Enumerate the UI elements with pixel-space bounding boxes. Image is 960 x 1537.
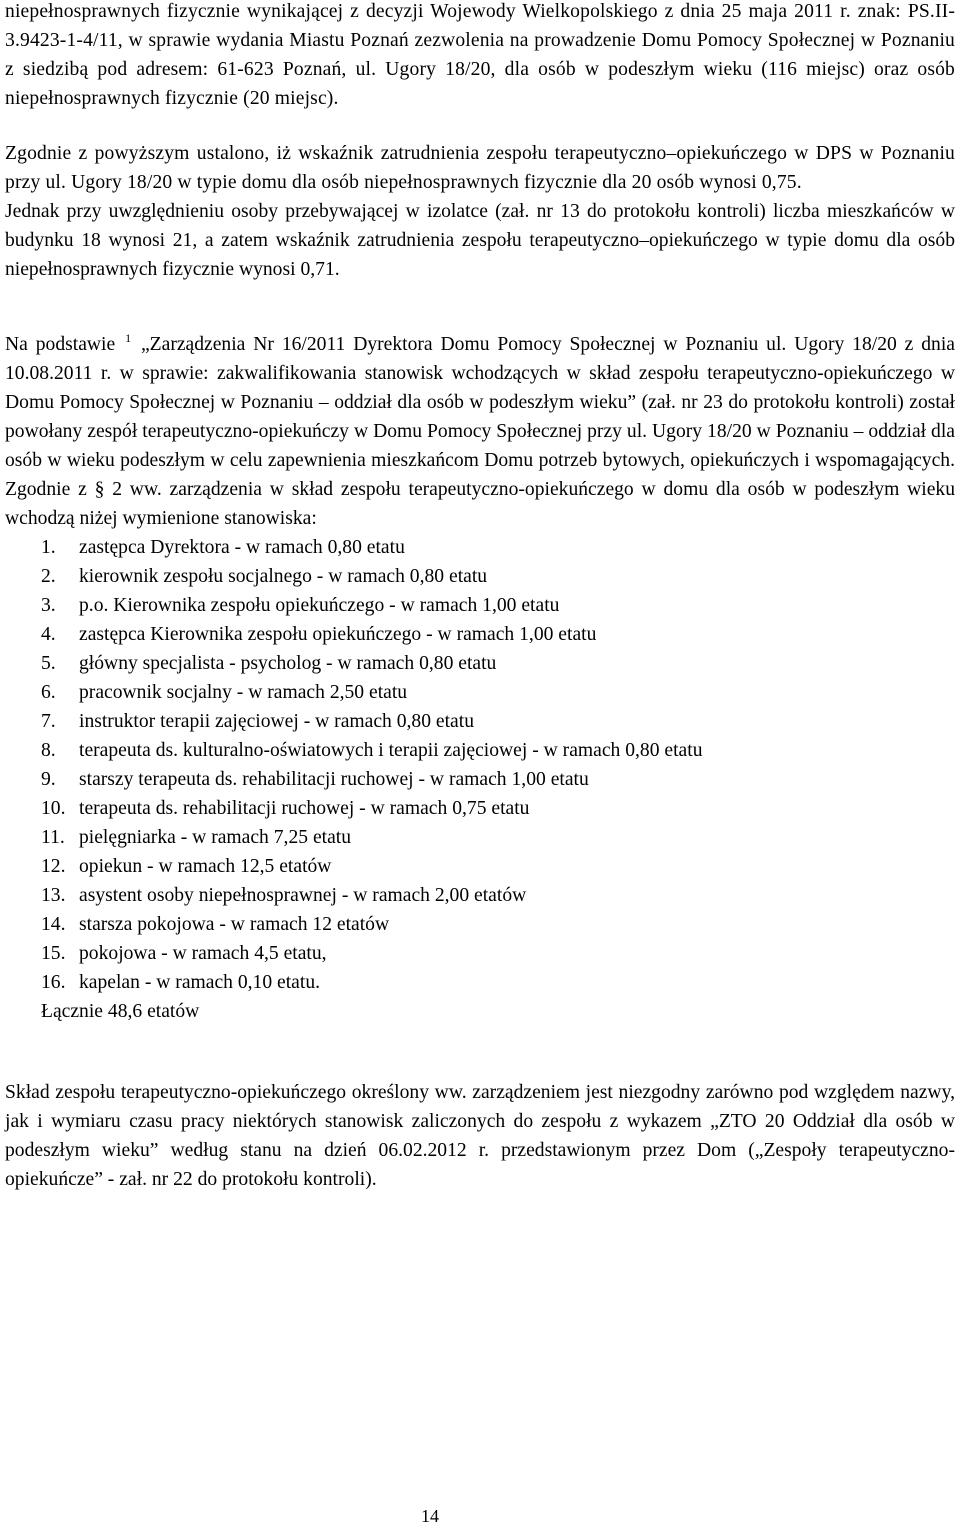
paragraph-regulation xyxy=(5,330,955,533)
paragraph-isolation-ratio: Jednak przy uwzględnieniu osoby przebywającej w izolatce (zał. nr 13 do protokołu kontroli) liczba mieszkańców w budynku 18 wynosi 21, a zatem wskaźnik zatrudnienia zespołu terapeutyczno–opiekuńczego w typie domu dla osób niepełnosprawnych fizycznie wynosi 0,71. xyxy=(5,201,955,280)
list-item-number: 5. xyxy=(41,653,56,674)
list-item-number: 6. xyxy=(41,682,56,703)
list-item xyxy=(41,823,955,852)
list-item-number: 10. xyxy=(41,798,66,819)
list-item-number: 1. xyxy=(41,537,56,558)
list-item xyxy=(41,968,955,997)
list-item-number: 13. xyxy=(41,885,66,906)
list-item xyxy=(41,678,955,707)
list-item xyxy=(41,649,955,678)
list-item-number: 7. xyxy=(41,711,56,732)
list-item-text: terapeuta ds. rehabilitacji ruchowej - w ramach 0,75 etatu xyxy=(79,798,530,819)
list-item xyxy=(41,562,955,591)
paragraph-permit-decision: niepełnosprawnych fizycznie wynikającej z decyzji Wojewody Wielkopolskiego z dnia 25 maja 2011 r. znak: PS.II-3.9423-1-4/11, w sprawie wydania Miastu Poznań zezwolenia na prowadzenie Domu Pomocy Społecznej w Poznaniu z siedzibą pod adresem: 61-623 Poznań, ul. Ugory 18/20, dla osób w podeszłym wieku (116 miejsc) oraz osób niepełnosprawnych fizycznie (20 miejsc). xyxy=(5,1,955,109)
list-item-text: p.o. Kierownika zespołu opiekuńczego - w ramach 1,00 etatu xyxy=(79,595,560,616)
list-item-number: 3. xyxy=(41,595,56,616)
list-item-text: asystent osoby niepełnosprawnej - w ramach 2,00 etatów xyxy=(79,885,527,906)
list-item-number: 9. xyxy=(41,769,56,790)
list-item-number: 14. xyxy=(41,914,66,935)
list-item-number: 2. xyxy=(41,566,56,587)
list-item-text: opiekun - w ramach 12,5 etatów xyxy=(79,856,332,877)
list-item-text: pracownik socjalny - w ramach 2,50 etatu xyxy=(79,682,408,703)
list-item xyxy=(41,910,955,939)
paragraph-closing: Skład zespołu terapeutyczno-opiekuńczego określony ww. zarządzeniem jest niezgodny zarówno pod względem nazwy, jak i wymiaru czasu pracy niektórych stanowisk zaliczonych do zespołu z wykazem „ZTO 20 Oddział dla osób w podeszłym wieku” według stanu na dzień 06.02.2012 r. przedstawionym przez Dom („Zespoły terapeutyczno-opiekuńcze” - zał. nr 22 do protokołu kontroli). xyxy=(5,1082,955,1190)
regulation-intro: Na podstawie xyxy=(5,334,124,355)
positions-list xyxy=(5,533,955,997)
list-item xyxy=(41,852,955,881)
list-item-number: 8. xyxy=(41,740,56,761)
list-item-text: pokojowa - w ramach 4,5 etatu, xyxy=(79,943,327,964)
list-item xyxy=(41,533,955,562)
total-etaty: Łącznie 48,6 etatów xyxy=(41,1001,200,1022)
list-item-text: terapeuta ds. kulturalno-oświatowych i terapii zajęciowej - w ramach 0,80 etatu xyxy=(79,740,703,761)
list-item xyxy=(41,939,955,968)
list-item xyxy=(41,591,955,620)
list-item xyxy=(41,736,955,765)
list-item-number: 4. xyxy=(41,624,56,645)
list-item xyxy=(41,707,955,736)
list-item-text: główny specjalista - psycholog - w ramach 0,80 etatu xyxy=(79,653,497,674)
list-item-number: 16. xyxy=(41,972,66,993)
regulation-body: „Zarządzenia Nr 16/2011 Dyrektora Domu Pomocy Społecznej w Poznaniu ul. Ugory 18/20 z dnia 10.08.2011 r. w sprawie: zakwalifikowania stanowisk wchodzących w skład zespołu terapeutyczno-opiekuńczego w Domu Pomocy Społecznej w Poznaniu – oddział dla osób w podeszłym wieku” (zał. nr 23 do protokołu kontroli) został powołany zespół terapeutyczno-opiekuńczy w Domu Pomocy Społecznej przy ul. Ugory 18/20 w Poznaniu – oddział dla osób w wieku podeszłym w celu zapewnienia mieszkańcom Domu potrzeb bytowych, opiekuńczych i wspomagających. Zgodnie z § 2 ww. zarządzenia w skład zespołu terapeutyczno-opiekuńczego w domu dla osób w podeszłym wieku wchodzą niżej wymienione stanowiska: xyxy=(5,334,955,529)
list-item xyxy=(41,620,955,649)
list-item-text: instruktor terapii zajęciowej - w ramach 0,80 etatu xyxy=(79,711,474,732)
list-item-number: 11. xyxy=(41,827,65,848)
list-item xyxy=(41,794,955,823)
footnote-reference[interactable]: 1 xyxy=(125,331,132,345)
paragraph-employment-ratio: Zgodnie z powyższym ustalono, iż wskaźnik zatrudnienia zespołu terapeutyczno–opiekuńczego w DPS w Poznaniu przy ul. Ugory 18/20 w typie domu dla osób niepełnosprawnych fizycznie dla 20 osób wynosi 0,75. xyxy=(5,143,955,193)
list-item-text: zastępca Dyrektora - w ramach 0,80 etatu xyxy=(79,537,405,558)
list-item-text: pielęgniarka - w ramach 7,25 etatu xyxy=(79,827,352,848)
list-item-text: kierownik zespołu socjalnego - w ramach 0,80 etatu xyxy=(79,566,488,587)
list-item-number: 12. xyxy=(41,856,66,877)
list-item-text: zastępca Kierownika zespołu opiekuńczego - w ramach 1,00 etatu xyxy=(79,624,597,645)
list-item xyxy=(41,765,955,794)
page-number: 14 xyxy=(421,1506,439,1526)
list-item xyxy=(41,881,955,910)
document-page xyxy=(5,0,955,1194)
list-item-text: starszy terapeuta ds. rehabilitacji ruchowej - w ramach 1,00 etatu xyxy=(79,769,589,790)
list-item-text: starsza pokojowa - w ramach 12 etatów xyxy=(79,914,390,935)
list-item-text: kapelan - w ramach 0,10 etatu. xyxy=(79,972,321,993)
list-item-number: 15. xyxy=(41,943,66,964)
